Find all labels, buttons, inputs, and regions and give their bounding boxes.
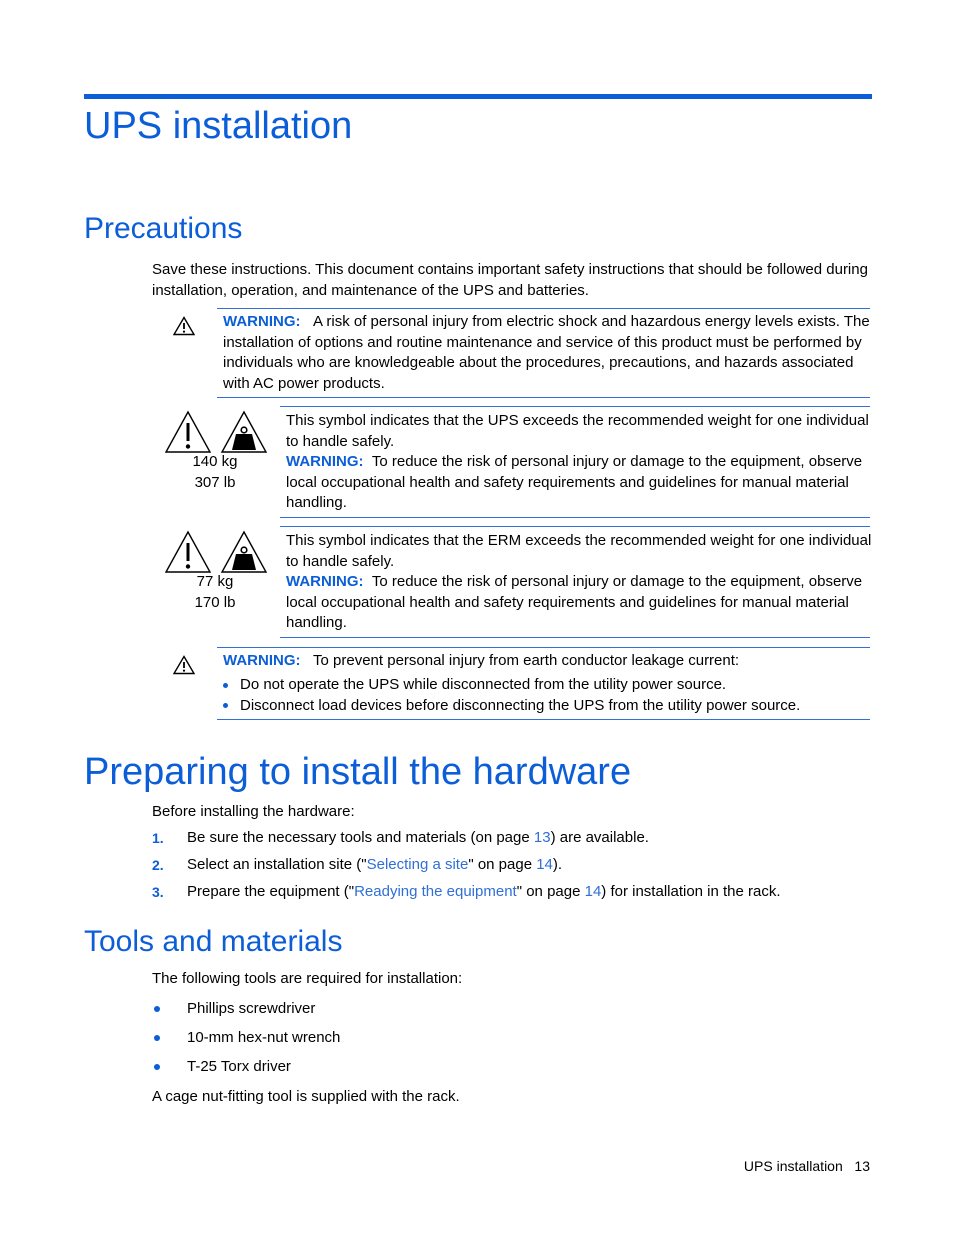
step-text: Select an installation site (" bbox=[187, 856, 367, 873]
precautions-heading: Precautions bbox=[84, 212, 243, 245]
tools-intro: The following tools are required for installation: bbox=[152, 970, 463, 987]
heavy-weight-icon bbox=[222, 412, 266, 452]
warning-text: handling. bbox=[286, 494, 347, 511]
weight-label bbox=[165, 572, 265, 613]
step-text: Prepare the equipment (" bbox=[187, 883, 355, 900]
warning-rule-top bbox=[217, 647, 870, 648]
step-1 bbox=[152, 828, 649, 850]
warning-text: A risk of personal injury from electric shock and hazardous energy levels exists. The bbox=[313, 313, 870, 330]
step-number: 1. bbox=[152, 830, 164, 846]
page-number: 13 bbox=[854, 1158, 870, 1174]
precautions-intro: Save these instructions. This document contains important safety instructions that should be followed during installation, operation, and maintenance of the UPS and batteries. bbox=[152, 261, 868, 299]
warning-rule-top bbox=[217, 308, 870, 309]
list-item-text: Phillips screwdriver bbox=[187, 1000, 316, 1017]
warning-text: with AC power products. bbox=[223, 374, 385, 392]
bullet-icon bbox=[154, 1035, 160, 1041]
weight-kg: 77 kg bbox=[196, 573, 234, 590]
warning-label: WARNING: bbox=[286, 453, 364, 470]
warning-triangle-icon bbox=[173, 655, 195, 680]
warning-text: installation of options and routine maintenance and service of this product must be performed by bbox=[223, 333, 862, 351]
step-text: " on page bbox=[468, 856, 537, 873]
warning-text: individuals who are knowledgeable about the procedures, precautions, and hazards associated bbox=[223, 354, 854, 371]
preparing-intro: Before installing the hardware: bbox=[152, 803, 355, 820]
page-link[interactable]: 14 bbox=[584, 883, 602, 900]
weight-warning-text bbox=[286, 411, 870, 514]
warning-rule-bottom bbox=[217, 397, 870, 398]
warning-triangle-icon bbox=[173, 316, 195, 341]
cross-reference-link[interactable]: Readying the equipment bbox=[354, 883, 517, 900]
warning-text: local occupational health and safety requirements and guidelines for manual material bbox=[286, 473, 849, 491]
footer-section: UPS installation bbox=[743, 1158, 843, 1174]
warning-text: To reduce the risk of personal injury or damage to the equipment, observe bbox=[371, 573, 863, 590]
step-number: 3. bbox=[152, 884, 164, 900]
caution-triangle-icon bbox=[166, 412, 210, 452]
bullet-icon bbox=[154, 1064, 160, 1070]
heavy-weight-icon bbox=[222, 532, 266, 572]
weight-rule-top bbox=[280, 526, 870, 527]
page-link[interactable]: 14 bbox=[536, 856, 553, 873]
list-item-text: Do not operate the UPS while disconnected from the utility power source. bbox=[240, 676, 727, 693]
weight-rule-bottom bbox=[280, 517, 870, 518]
step-text: Be sure the necessary tools and materials (on page bbox=[187, 829, 534, 846]
chapter-title: UPS installation bbox=[84, 105, 353, 147]
page-footer bbox=[744, 1158, 870, 1174]
symbol-description: to handle safely. bbox=[286, 552, 395, 570]
warning-text: To reduce the risk of personal injury or damage to the equipment, observe bbox=[371, 453, 863, 470]
warning-block bbox=[223, 651, 870, 672]
weight-rule-top bbox=[280, 406, 870, 407]
step-text: ) are available. bbox=[550, 829, 649, 846]
symbol-description: This symbol indicates that the ERM exceeds the recommended weight for one individual bbox=[286, 532, 872, 549]
list-item-text: T-25 Torx driver bbox=[187, 1058, 291, 1075]
page-link[interactable]: 13 bbox=[533, 829, 551, 846]
tools-heading: Tools and materials bbox=[84, 925, 343, 958]
tools-note: A cage nut-fitting tool is supplied with the rack. bbox=[152, 1088, 460, 1105]
weight-warning-text bbox=[286, 531, 870, 634]
cross-reference-link[interactable]: Selecting a site bbox=[366, 856, 469, 873]
bullet-icon bbox=[223, 703, 228, 708]
list-item-text: Disconnect load devices before disconnecting the UPS from the utility power source. bbox=[240, 696, 801, 714]
warning-block bbox=[223, 312, 870, 394]
weight-lb: 307 lb bbox=[194, 473, 236, 491]
list-item bbox=[223, 675, 870, 696]
weight-rule-bottom bbox=[280, 637, 870, 638]
warning-rule-bottom bbox=[217, 719, 870, 720]
list-item-text: 10-mm hex-nut wrench bbox=[187, 1029, 341, 1046]
step-3 bbox=[152, 882, 781, 904]
step-text: " on page bbox=[516, 883, 585, 900]
weight-label bbox=[165, 452, 265, 493]
caution-triangle-icon bbox=[166, 532, 210, 572]
warning-label: WARNING: bbox=[286, 573, 364, 590]
warning-text: handling. bbox=[286, 614, 347, 631]
step-2 bbox=[152, 855, 563, 877]
weight-lb: 170 lb bbox=[194, 593, 236, 611]
step-text: ). bbox=[552, 856, 563, 873]
bullet-icon bbox=[223, 683, 228, 688]
warning-label: WARNING: bbox=[223, 313, 301, 330]
warning-bullet-list bbox=[223, 675, 870, 716]
warning-text: To prevent personal injury from earth conductor leakage current: bbox=[313, 652, 740, 669]
chapter-rule bbox=[84, 94, 872, 99]
step-text: ) for installation in the rack. bbox=[601, 883, 781, 900]
symbol-description: to handle safely. bbox=[286, 432, 395, 450]
warning-label: WARNING: bbox=[223, 652, 301, 669]
bullet-icon bbox=[154, 1006, 160, 1012]
symbol-description: This symbol indicates that the UPS exceeds the recommended weight for one individual bbox=[286, 412, 869, 429]
list-item bbox=[223, 696, 870, 717]
warning-text: local occupational health and safety requirements and guidelines for manual material bbox=[286, 593, 849, 611]
preparing-heading: Preparing to install the hardware bbox=[84, 751, 632, 793]
weight-kg: 140 kg bbox=[192, 453, 238, 470]
step-number: 2. bbox=[152, 857, 164, 873]
